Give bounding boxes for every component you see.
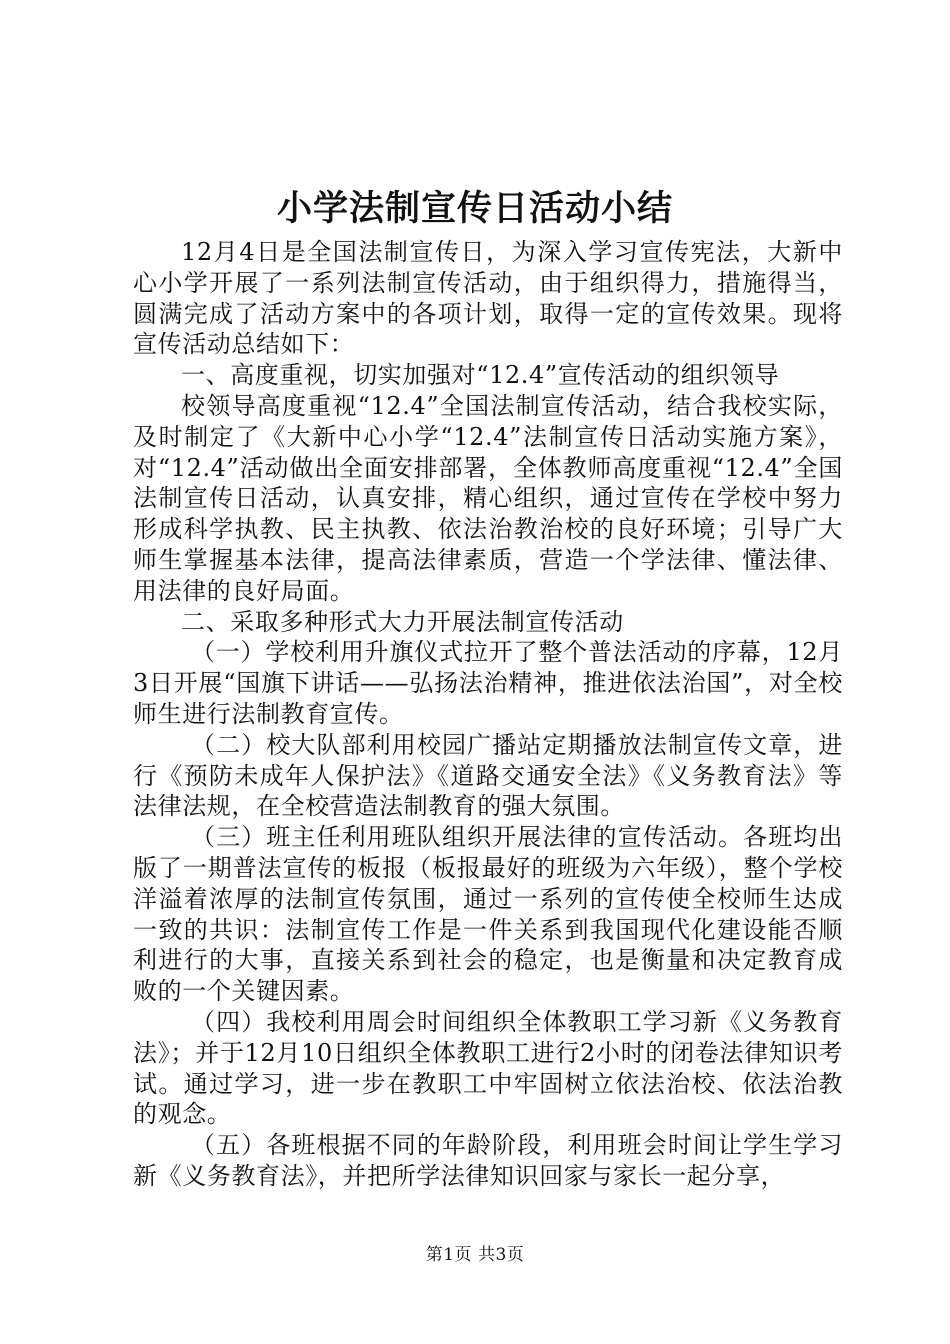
page-number-footer: 第1页 共3页 [425,1245,525,1265]
activity-item-5: （五）各班根据不同的年龄阶段，利用班会时间让学生学习新《义务教育法》，并把所学法律知识回家与家长一起分享， [133,1131,843,1190]
document-body [133,237,843,1192]
section-heading-2: 二、采取多种形式大力开展法制宣传活动 [181,607,624,636]
activity-item-3: （三）班主任利用班队组织开展法律的宣传活动。各班均出版了一期普法宣传的板报（板报最好的班级为六年级），整个学校洋溢着浓厚的法制宣传氛围，通过一系列的宣传使全校师生达成一致的共识：法制宣传工作是一件关系到我国现代化建设能否顺利进行的大事，直接关系到社会的稳定，也是衡量和决定教育成败的一个关键因素。 [133,823,843,1006]
activity-item-4: （四）我校利用周会时间组织全体教职工学习新《义务教育法》；并于12月10日组织全体教职工进行2小时的闭卷法律知识考试。通过学习，进一步在教职工中牢固树立依法治校、依法治教的观念。 [133,1007,843,1129]
section-heading-1: 一、高度重视，切实加强对“12.4”宣传活动的组织领导 [181,361,780,390]
activity-item-2: （二）校大队部利用校园广播站定期播放法制宣传文章，进行《预防未成年人保护法》《道路交通安全法》《义务教育法》等法律法规，在全校营造法制教育的强大氛围。 [133,730,843,821]
intro-paragraph: 12月4日是全国法制宣传日，为深入学习宣传宪法，大新中心小学开展了一系列法制宣传活动，由于组织得力，措施得当，圆满完成了活动方案中的各项计划，取得一定的宣传效果。现将宣传活动总结如下： [133,238,843,359]
section-1-paragraph: 校领导高度重视“12.4”全国法制宣传活动，结合我校实际，及时制定了《大新中心小学“12.4”法制宣传日活动实施方案》，对“12.4”活动做出全面安排部署，全体教师高度重视“12.4”全国法制宣传日活动，认真安排，精心组织，通过宣传在学校中努力形成科学执教、民主执教、依法治教治校的良好环境；引导广大师生掌握基本法律，提高法律素质，营造一个学法律、懂法律、用法律的良好局面。 [133,391,843,605]
document-title: 小学法制宣传日活动小结 [276,188,673,229]
activity-item-1: （一）学校利用升旗仪式拉开了整个普法活动的序幕，12月3日开展“国旗下讲话——弘扬法治精神，推进依法治国”，对全校师生进行法制教育宣传。 [133,638,843,728]
